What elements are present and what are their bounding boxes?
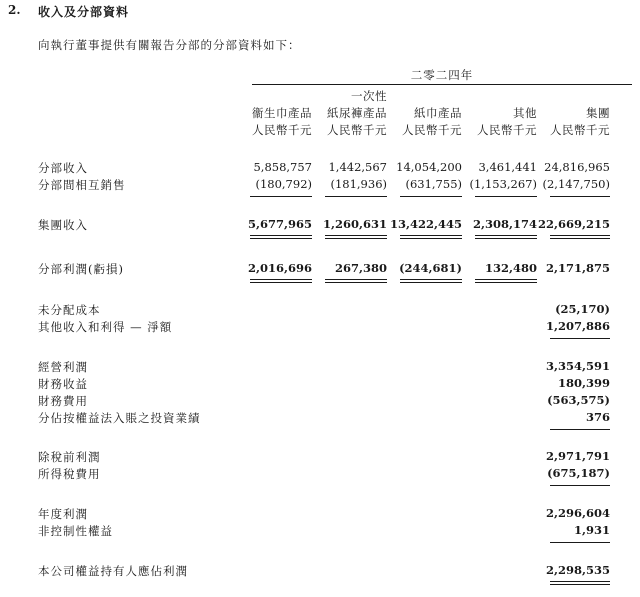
table-cell: 2,308,174 [472, 217, 537, 231]
subtotal-underline [550, 429, 610, 430]
year-underline [252, 84, 632, 85]
row-label-profit-before-tax: 除稅前利潤 [38, 450, 101, 464]
table-cell: 376 [585, 410, 610, 424]
table-cell: 2,296,604 [545, 506, 610, 520]
table-cell: 3,461,441 [478, 160, 537, 174]
year-label: 二零二四年 [410, 68, 474, 82]
subtotal-underline [475, 196, 537, 197]
table-cell: (563,575) [547, 393, 610, 407]
row-label-other-income: 其他收入和利得 — 淨額 [38, 320, 173, 334]
table-cell: 132,480 [484, 261, 537, 275]
table-cell: 5,677,965 [247, 217, 312, 231]
total-double-underline [250, 279, 312, 283]
row-label-segment-profit: 分部利潤(虧損) [38, 262, 124, 276]
subtotal-underline [325, 196, 387, 197]
total-double-underline [325, 279, 387, 283]
total-double-underline [550, 581, 610, 585]
row-label-share-of-equity-results: 分佔按權益法入賬之投資業績 [38, 411, 201, 425]
row-label-income-tax-expense: 所得稅費用 [38, 467, 101, 481]
row-label-segment-revenue: 分部收入 [38, 161, 88, 175]
table-cell: 22,669,215 [537, 217, 610, 231]
table-cell: 2,016,696 [247, 261, 312, 275]
table-cell: 13,422,445 [389, 217, 462, 231]
row-label-profit-for-year: 年度利潤 [38, 507, 88, 521]
table-cell: 3,354,591 [545, 359, 610, 373]
table-cell: (675,187) [547, 466, 610, 480]
column-header-tissue-paper: 紙巾產品 人民幣千元 [402, 106, 462, 137]
section-number: 2. [8, 3, 21, 17]
row-label-non-controlling-interests: 非控制性權益 [38, 524, 113, 538]
table-cell: (180,792) [255, 177, 312, 191]
subtotal-underline [550, 196, 610, 197]
table-cell: (181,936) [330, 177, 387, 191]
table-cell: 5,858,757 [253, 160, 312, 174]
row-label-finance-income: 財務收益 [38, 377, 88, 391]
table-cell: 2,298,535 [545, 563, 610, 577]
subtotal-underline [550, 338, 610, 339]
table-cell: 2,971,791 [545, 449, 610, 463]
table-cell: 1,442,567 [328, 160, 387, 174]
total-double-underline [550, 235, 610, 239]
table-cell: 267,380 [334, 261, 387, 275]
total-double-underline [475, 235, 537, 239]
column-header-group: 集團 人民幣千元 [550, 106, 610, 137]
table-cell: 180,399 [557, 376, 610, 390]
subtotal-underline [250, 196, 312, 197]
row-label-group-revenue: 集團收入 [38, 218, 88, 232]
column-header-sanitary-napkin: 衞生巾產品 人民幣千元 [252, 106, 312, 137]
subtotal-underline [400, 196, 462, 197]
row-label-operating-profit: 經營利潤 [38, 360, 88, 374]
total-double-underline [250, 235, 312, 239]
table-cell: 1,931 [573, 523, 610, 537]
subtotal-underline [550, 542, 610, 543]
table-cell: 1,260,631 [322, 217, 387, 231]
total-double-underline [475, 279, 537, 283]
row-label-unallocated-costs: 未分配成本 [38, 303, 101, 317]
intro-text: 向執行董事提供有關報告分部的分部資料如下： [38, 38, 301, 52]
table-cell: (2,147,750) [542, 177, 610, 191]
table-cell: 2,171,875 [545, 261, 610, 275]
total-double-underline [325, 235, 387, 239]
subtotal-underline [550, 485, 610, 486]
section-title: 收入及分部資料 [38, 5, 130, 19]
table-cell: 14,054,200 [396, 160, 462, 174]
total-double-underline [400, 279, 462, 283]
column-header-disposable-diapers: 一次性 紙尿褲產品 人民幣千元 [327, 89, 387, 137]
row-label-finance-costs: 財務費用 [38, 394, 88, 408]
table-cell: (244,681) [399, 261, 462, 275]
table-cell: 24,816,965 [544, 160, 610, 174]
row-label-inter-segment-sales: 分部間相互銷售 [38, 178, 126, 192]
column-header-others: 其他 人民幣千元 [477, 106, 537, 137]
table-cell: (1,153,267) [469, 177, 537, 191]
table-cell: (631,755) [405, 177, 462, 191]
total-double-underline [400, 235, 462, 239]
table-cell: (25,170) [555, 302, 610, 316]
table-cell: 1,207,886 [545, 319, 610, 333]
row-label-profit-attributable-to-owners: 本公司權益持有人應佔利潤 [38, 564, 188, 578]
